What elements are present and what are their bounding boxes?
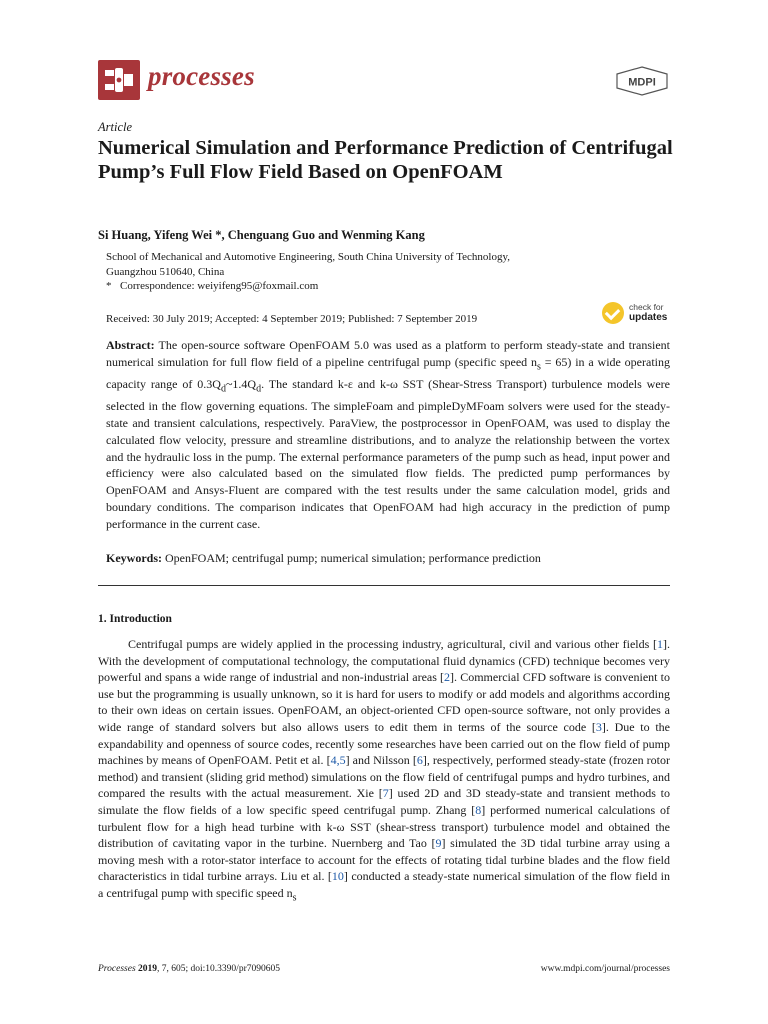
introduction-paragraph <box>98 636 670 907</box>
intro-text: ], respectively, performed steady-state (frozen rotor method) and transient (sliding grid method) simulations on the flow field of centrifugal pumps and hydro turbines, and compared the results with the actual measurement. Xie [ <box>98 753 670 801</box>
citation-link[interactable]: 8 <box>475 802 482 817</box>
journal-name: processes <box>148 61 255 91</box>
abstract-sub: d <box>256 383 262 395</box>
abstract-sub: d <box>220 383 226 395</box>
intro-text: ] and Nilsson [ <box>345 753 417 768</box>
intro-text: Centrifugal pumps are widely applied in the processing industry, agricultural, civil and various other fields [ <box>128 637 657 651</box>
abstract-label: Abstract: <box>106 338 155 352</box>
footer-url[interactable]: www.mdpi.com/journal/processes <box>540 964 670 974</box>
publisher-name: MDPI <box>628 76 656 89</box>
footer-doi: , 7, 605; doi:10.3390/pr7090605 <box>157 964 280 974</box>
abstract <box>106 337 670 533</box>
paper-title: Numerical Simulation and Performance Prediction of Centrifugal Pump’s Full Flow Field Based on OpenFOAM <box>98 137 673 183</box>
abstract-text: . The standard k-ε and k-ω SST (Shear-Stress Transport) turbulence models were selected in the flow governing equations. The simpleFoam and pimpleDyMFoam solvers were used for the steady-state and transient calculations, respectively. ParaView, the postprocessor in OpenFOAM, was used to display the calculated flow velocity, pressure and streamline distributions, and to analyze the relationship between the vortex and the hydraulic loss in the pump. The external performance parameters of the pump such as head, input power and efficiency were also calculated based on the simulated flow fields. The predicted pump performances by OpenFOAM and Ansys-Fluent are compared with the test results under the same calculation model, grids and boundary conditions. The comparison indicates that OpenFOAM had high accuracy in the prediction of pump performance in the current case. <box>106 376 670 531</box>
intro-text: ] simulated the 3D tidal turbine array using a moving mesh with a rotor-stator interface to account for the effects of rotating tidal turbine blades and the flow field characteristics in tidal turbine arrays. Liu et al. [ <box>98 836 670 884</box>
abstract-text: ~1.4Q <box>225 376 257 391</box>
article-type-label: Article <box>98 120 133 134</box>
intro-text: ] used 2D and 3D steady-state and transient methods to simulate the flow fields of a low specific speed centrifugal pump. Zhang [ <box>98 786 671 817</box>
mdpi-logo-icon <box>614 66 670 96</box>
intro-text: ]. With the development of computational technology, the computational fluid dynamics (CFD) technique becomes very powerful and spans a wide range of industrial and non-industrial areas [ <box>98 637 670 685</box>
citation-link[interactable]: 7 <box>382 786 389 801</box>
keywords-text: OpenFOAM; centrifugal pump; numerical simulation; performance prediction <box>162 551 541 565</box>
intro-sub: s <box>292 892 297 904</box>
abstract-text: The open-source software OpenFOAM 5.0 was used as a platform to perform steady-state and transient numerical simulation for full flow field of a pipeline centrifugal pump (specific speed n <box>106 338 670 369</box>
section-heading-introduction: 1. Introduction <box>98 613 172 625</box>
keywords <box>106 551 670 566</box>
abstract-sub: s <box>537 361 541 373</box>
affiliation <box>106 250 606 279</box>
keywords-label: Keywords: <box>106 551 162 565</box>
correspondence-star: * <box>106 280 112 292</box>
processes-logo-icon <box>98 60 140 100</box>
affiliation-line-1: School of Mechanical and Automotive Engineering, South China University of Technology, <box>106 251 511 263</box>
author-list: Si Huang, Yifeng Wei *, Chenguang Guo and Wenming Kang <box>98 228 425 242</box>
footer-journal: Processes <box>98 964 136 974</box>
journal-header <box>98 58 670 102</box>
checkmark-icon <box>602 302 624 324</box>
citation-link[interactable]: 1 <box>657 637 663 651</box>
updates-line-1: check for <box>629 302 664 312</box>
citation-link[interactable]: 6 <box>416 753 423 768</box>
footer-year: 2019 <box>138 964 158 974</box>
citation-link[interactable]: 2 <box>444 670 451 685</box>
correspondence-text: Correspondence: weiyifeng95@foxmail.com <box>120 280 319 292</box>
citation-link[interactable]: 4,5 <box>330 753 346 768</box>
citation-link[interactable]: 10 <box>331 869 344 884</box>
section-divider <box>98 585 670 586</box>
citation-link[interactable]: 9 <box>435 836 442 851</box>
abstract-text: = 65) in a wide operating capacity range of 0.3Q <box>106 354 670 391</box>
correspondence <box>106 280 318 292</box>
updates-line-2: updates <box>629 312 668 323</box>
citation-link[interactable]: 3 <box>595 719 602 734</box>
intro-text: ]. Due to the expandability and openness of source codes, recently some researches have been carried out on the flow field of pump machines by means of OpenFOAM. Petit et al. [ <box>98 719 671 768</box>
intro-text: ] conducted a steady-state numerical simulation of the flow field in a centrifugal pump with specific speed n <box>98 869 670 900</box>
footer-citation <box>98 964 280 974</box>
intro-text: ] performed numerical calculations of turbulent flow for a high head turbine with k-ω SST (shear-stress transport) turbulence model and obtained the distribution of cavitating vapor in the turbine. Nuernberg and Tao [ <box>98 802 670 851</box>
publication-dates: Received: 30 July 2019; Accepted: 4 September 2019; Published: 7 September 2019 <box>106 313 478 325</box>
check-for-updates-badge[interactable] <box>602 300 682 326</box>
intro-text: ]. Commercial CFD software is convenient to use but the programming is usually unknown, so it is hard for users to modify or add models and algorithms according to their own ideas on certain issues. OpenFOAM, an object-oriented CFD open-source software, not only provides a wide range of standard solvers but also allows users to edit them in terms of the source code [ <box>98 670 670 734</box>
affiliation-line-2: Guangzhou 510640, China <box>106 265 225 278</box>
